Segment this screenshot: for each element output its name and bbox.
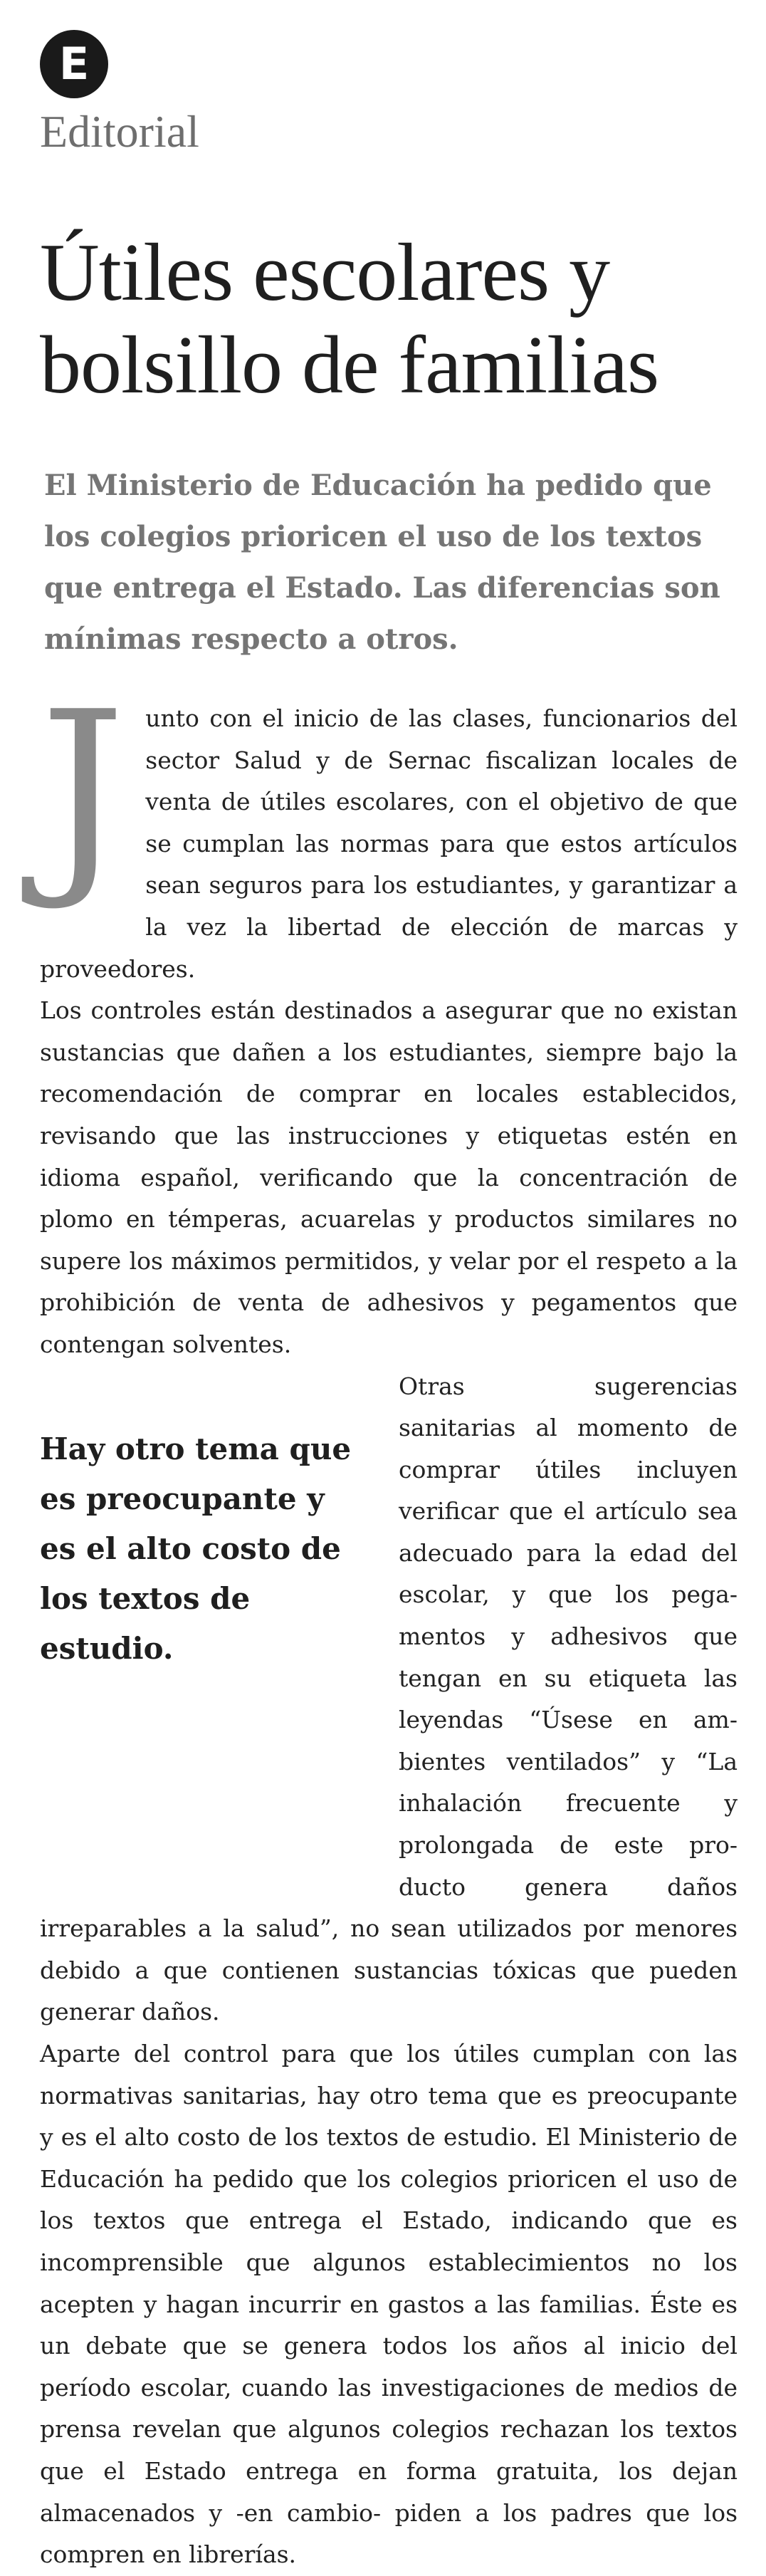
paragraph-2: Los controles están destinados a asegurar que no existan sustancias que dañen a los estudiantes, siempre bajo la recomendación de comprar en locales establecidos, revisando que las instrucciones y etiquetas estén en idioma español, verificando que la concentración de plomo en témperas, acuarelas y productos similares no supere los máximos permitidos, y velar por el respeto a la prohibición de venta de adhesivos y pegamentos que contengan solventes. [40,996,738,1358]
section-label: Editorial [40,106,199,157]
paragraph-4: Aparte del control para que los útiles cumplan con las normativas sanitarias, hay otro tema que es preocupante y es el alto costo de los textos de estudio. El Ministerio de Educación ha pedido que los colegios prioricen el uso de los textos que entrega el Estado, indicando que es incomprensible que algunos establecimientos no los acepten y hagan incurrir en gastos a las familias. Éste es un debate que se genera todos los años al inicio del período escolar, cuando las investigaciones de medios de prensa revelan que algunos colegios rechazan los textos que el Estado entrega en forma gratuita, los dejan almacenados y -en cambio- piden a los padres que los compren en librerías. [40,2040,738,2569]
article-deck: El Ministerio de Educación ha pedido que los colegios prioricen el uso de los textos que entrega el Estado. Las diferencias son mínimas respecto a otros. [44,469,720,656]
article-headline: Útiles escolares y bolsillo de familias [40,227,659,411]
drop-cap: J [40,666,126,914]
paragraph-3: Otras sugerencias sanitarias al momento de comprar útiles incluyen verificar que el artículo sea adecuado para la edad del escolar, y que los pegamentos y adhesivos que tengan en su etiqueta las leyendas “Úsese en ambientes ventilados” y “La inhalación frecuente y prolongada de este producto genera daños irreparables a la salud”, no sean utilizados por menores debido a que contienen sustancias tóxicas que pueden generar daños. [40,1372,738,2026]
paragraph-1: unto con el inicio de las clases, funcionarios del sector Salud y de Sernac fiscalizan locales de venta de útiles escolares, con el objetivo de que se cumplan las normas para que estos artículos sean seguros para los estudiantes, y garantizar a la vez la libertad de elección de marcas y proveedores. [40,704,738,983]
pull-quote: Hay otro tema que es preocupante y es el alto costo de los textos de estudio. [40,1431,352,1666]
article-body [40,666,738,2576]
section-badge: E [40,30,108,98]
